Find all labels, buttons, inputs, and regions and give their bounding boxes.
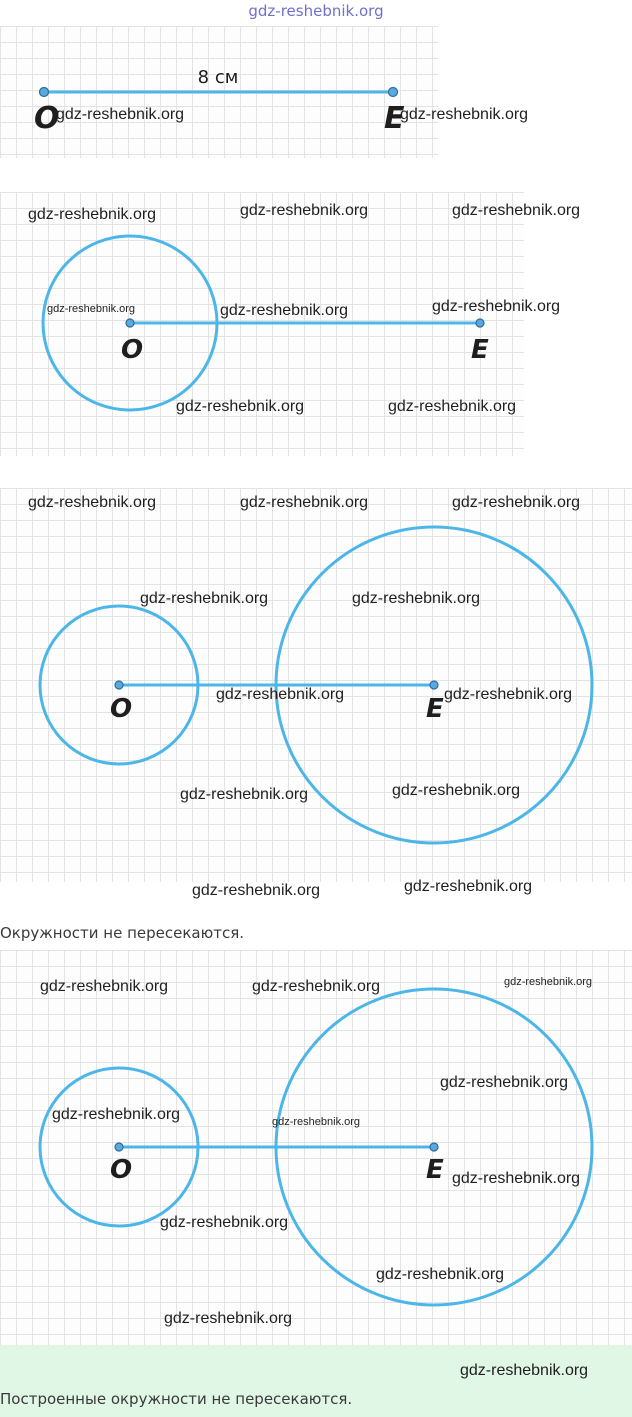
watermark: gdz-reshebnik.org <box>220 302 349 319</box>
watermark: gdz-reshebnik.org <box>140 590 269 607</box>
watermark: gdz-reshebnik.org <box>504 976 593 988</box>
watermark: gdz-reshebnik.org <box>376 1266 505 1283</box>
figure-3-caption: Окружности не пересекаются. <box>0 924 244 942</box>
watermark: gdz-reshebnik.org <box>460 1362 589 1379</box>
figure-4-caption: Построенные окружности не пересекаются. <box>0 1390 353 1408</box>
watermark: gdz-reshebnik.org <box>272 1116 361 1128</box>
point-e-label: E <box>384 101 405 136</box>
watermark: gdz-reshebnik.org <box>216 686 345 703</box>
watermark: gdz-reshebnik.org <box>392 782 521 799</box>
watermark: gdz-reshebnik.org <box>192 882 321 899</box>
watermark: gdz-reshebnik.org <box>432 298 561 315</box>
watermark: gdz-reshebnik.org <box>440 1074 569 1091</box>
watermark: gdz-reshebnik.org <box>47 303 136 315</box>
watermark: gdz-reshebnik.org <box>240 494 369 511</box>
watermark: gdz-reshebnik.org <box>352 590 481 607</box>
site-title[interactable]: gdz-reshebnik.org <box>248 2 384 20</box>
watermark: gdz-reshebnik.org <box>56 106 185 123</box>
watermark: gdz-reshebnik.org <box>400 106 529 123</box>
point-e-label: E <box>471 335 489 365</box>
watermark: gdz-reshebnik.org <box>28 494 157 511</box>
watermark: gdz-reshebnik.org <box>388 398 517 415</box>
watermark: gdz-reshebnik.org <box>444 686 573 703</box>
watermark: gdz-reshebnik.org <box>28 206 157 223</box>
watermark: gdz-reshebnik.org <box>452 202 581 219</box>
watermark: gdz-reshebnik.org <box>240 202 369 219</box>
point-o-label: O <box>34 101 60 136</box>
watermark: gdz-reshebnik.org <box>452 1170 581 1187</box>
point-o-label: O <box>121 335 144 365</box>
watermark: gdz-reshebnik.org <box>452 494 581 511</box>
watermark: gdz-reshebnik.org <box>180 786 309 803</box>
watermark: gdz-reshebnik.org <box>160 1214 289 1231</box>
point-o-label: O <box>110 1155 133 1185</box>
point-e-label: E <box>426 694 444 724</box>
watermark: gdz-reshebnik.org <box>40 978 169 995</box>
watermark: gdz-reshebnik.org <box>52 1106 181 1123</box>
point-o-label: O <box>110 694 133 724</box>
point-e-label: E <box>426 1155 444 1185</box>
length-label: 8 см <box>197 67 239 88</box>
watermark: gdz-reshebnik.org <box>252 978 381 995</box>
watermark: gdz-reshebnik.org <box>404 878 533 895</box>
watermark: gdz-reshebnik.org <box>176 398 305 415</box>
watermark: gdz-reshebnik.org <box>164 1310 293 1327</box>
